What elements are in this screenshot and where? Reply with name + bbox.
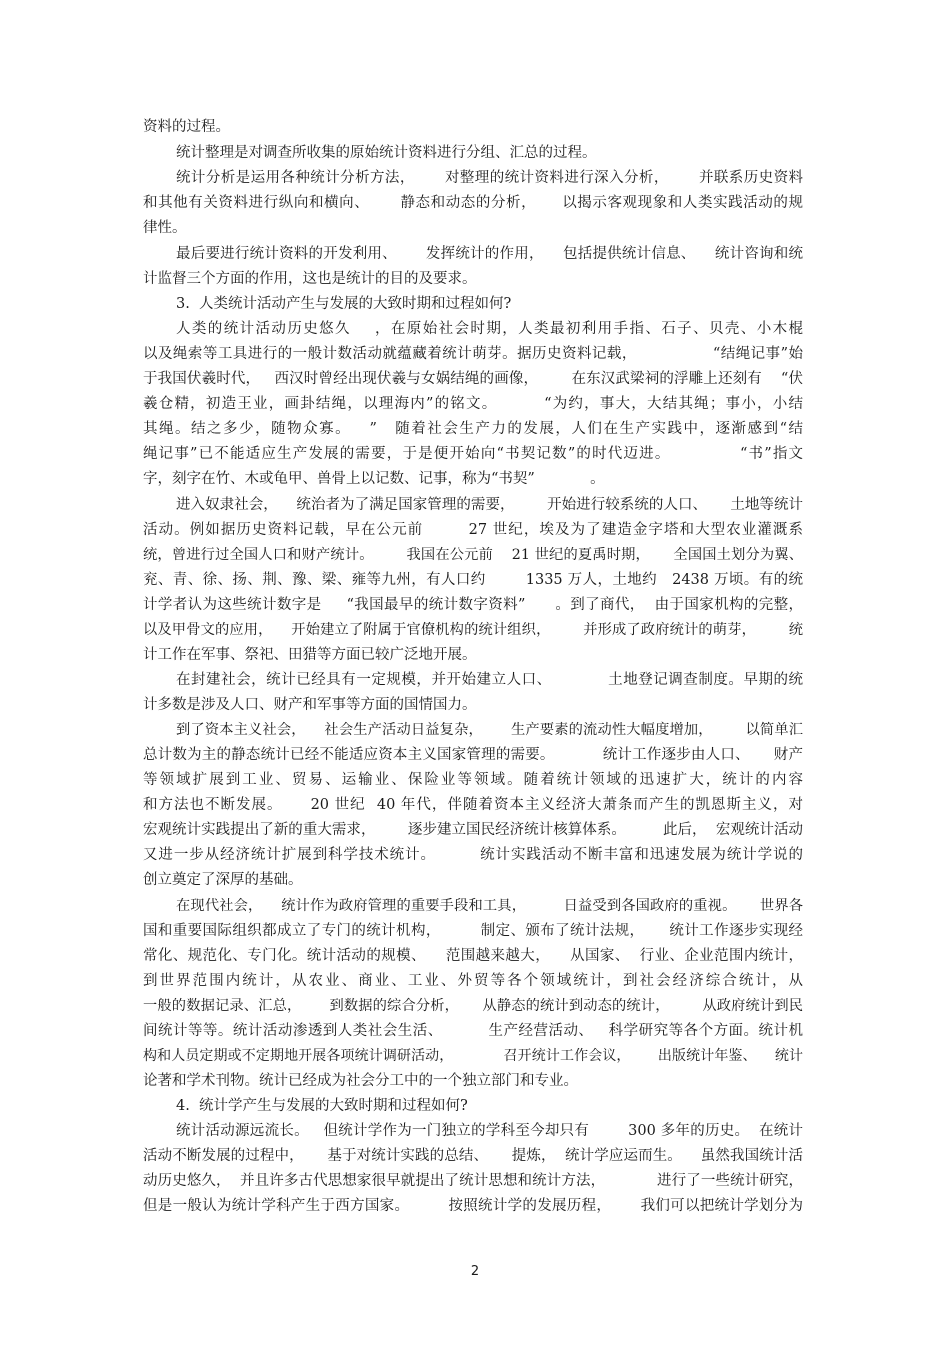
text-line: 计多数是涉及人口、财产和军事等方面的国情国力。 xyxy=(143,697,477,713)
text-line: 活动不断发展的过程中， 基于对统计实践的总结、 提炼， 统计学应运而生。 虽然我国统计活 xyxy=(143,1148,803,1164)
text-line: 其绳。结之多少，随物众寡。 ” 随着社会生产力的发展，人们在生产实践中，逐渐感到“结 xyxy=(143,421,803,437)
text-line: 到了资本主义社会， 社会生产活动日益复杂， 生产要素的流动性大幅度增加， 以简单汇 xyxy=(176,722,803,738)
text-line: 最后要进行统计资料的开发利用、 发挥统计的作用， 包括提供统计信息、 统计咨询和统 xyxy=(176,246,803,262)
text-line: 动历史悠久， 并且许多古代思想家很早就提出了统计思想和统计方法， 进行了一些统计研究， xyxy=(143,1173,803,1189)
text-line: 进入奴隶社会， 统治者为了满足国家管理的需要， 开始进行较系统的人口、 土地等统计 xyxy=(176,497,803,513)
text-line: 宏观统计实践提出了新的重大需求， 逐步建立国民经济统计核算体系。 此后， 宏观统计活动 xyxy=(143,822,803,838)
section-heading: 4. 统计学产生与发展的大致时期和过程如何? xyxy=(176,1098,468,1114)
text-line: 但是一般认为统计学科产生于西方国家。 按照统计学的发展历程， 我们可以把统计学划分为 xyxy=(143,1198,803,1214)
text-line: 在现代社会， 统计作为政府管理的重要手段和工具， 日益受到各国政府的重视。 世界各 xyxy=(176,898,803,914)
text-line: 活动。例如据历史资料记载，早在公元前 27 世纪，埃及为了建造金字塔和大型农业灌溉系 xyxy=(143,522,803,538)
text-line: 人类的统计活动历史悠久 ，在原始社会时期，人类最初利用手指、石子、贝壳、小木棍 xyxy=(176,321,803,337)
text-line: 统计分析是运用各种统计分析方法， 对整理的统计资料进行深入分析， 并联系历史资料 xyxy=(176,170,803,186)
text-line: 以及绳索等工具进行的一般计数活动就蕴藏着统计萌芽。据历史资料记载， “结绳记事”始 xyxy=(143,346,803,362)
text-line: 和方法也不断发展。 20 世纪 40 年代，伴随着资本主义经济大萧条而产生的凯恩斯主义，对 xyxy=(143,797,803,813)
text-line: 羲仓精，初造王业，画卦结绳，以理海内”的铭文。 “为约，事大，大结其绳；事小，小结 xyxy=(143,396,803,412)
page-number: 2 xyxy=(470,1264,480,1279)
text-line: 统，曾进行过全国人口和财产统计。 我国在公元前 21 世纪的夏禹时期， 全国国土划分为翼、 xyxy=(143,547,803,563)
text-line: 国和重要国际组织都成立了专门的统计机构， 制定、颁布了统计法规， 统计工作逐步实现经 xyxy=(143,923,803,939)
text-line: 构和人员定期或不定期地开展各项统计调研活动， 召开统计工作会议， 出版统计年鉴、 统计 xyxy=(143,1048,803,1064)
text-line: 创立奠定了深厚的基础。 xyxy=(143,872,303,888)
text-line: 总计数为主的静态统计已经不能适应资本主义国家管理的需要。 统计工作逐步由人口、 财产 xyxy=(143,747,803,763)
text-line: 以及甲骨文的应用， 开始建立了附属于官僚机构的统计组织， 并形成了政府统计的萌芽， 统 xyxy=(143,622,803,638)
text-line: 资料的过程。 xyxy=(143,119,230,135)
text-line: 论著和学术刊物。统计已经成为社会分工中的一个独立部门和专业。 xyxy=(143,1073,578,1089)
text-line: 统计整理是对调查所收集的原始统计资料进行分组、汇总的过程。 xyxy=(176,145,597,161)
text-line: 兖、青、徐、扬、荆、豫、梁、雍等九州，有人口约 1335 万人，土地约 2438 万顷。有的统 xyxy=(143,572,803,588)
text-line: 和其他有关资料进行纵向和横向、 静态和动态的分析， 以揭示客观现象和人类实践活动的规 xyxy=(143,195,803,211)
text-line: 等领域扩展到工业、贸易、运输业、保险业等领域。随着统计领域的迅速扩大，统计的内容 xyxy=(143,772,803,788)
text-line: 间统计等等。统计活动渗透到人类社会生活、 生产经营活动、 科学研究等各个方面。统计机 xyxy=(143,1023,803,1039)
text-line: 又进一步从经济统计扩展到科学技术统计。 统计实践活动不断丰富和迅速发展为统计学说的 xyxy=(143,847,803,863)
text-line: 统计活动源远流长。 但统计学作为一门独立的学科至今却只有 300 多年的历史。 在统计 xyxy=(176,1123,803,1139)
text-line: 在封建社会，统计已经具有一定规模，并开始建立人口、 土地登记调查制度。早期的统 xyxy=(176,672,803,688)
text-line: 字，刻字在竹、木或龟甲、兽骨上以记数、记事，称为“书契” 。 xyxy=(143,471,605,487)
text-line: 计学者认为这些统计数字是 “我国最早的统计数字资料” 。到了商代， 由于国家机构的完整， xyxy=(143,597,803,613)
text-line: 于我国伏羲时代， 西汉时曾经出现伏羲与女娲结绳的画像， 在东汉武梁祠的浮雕上还刻有 “伏 xyxy=(143,371,803,387)
text-line: 一般的数据记录、汇总， 到数据的综合分析， 从静态的统计到动态的统计， 从政府统计到民 xyxy=(143,998,803,1014)
section-heading: 3. 人类统计活动产生与发展的大致时期和过程如何? xyxy=(176,296,512,312)
text-line: 绳记事”已不能适应生产发展的需要，于是便开始向“书契记数”的时代迈进。 “书”指文 xyxy=(143,446,803,462)
text-line: 到世界范围内统计，从农业、商业、工业、外贸等各个领域统计，到社会经济综合统计，从 xyxy=(143,973,803,989)
text-line: 计监督三个方面的作用，这也是统计的目的及要求。 xyxy=(143,271,477,287)
text-line: 律性。 xyxy=(143,220,187,236)
text-line: 计工作在军事、祭祀、田猎等方面已较广泛地开展。 xyxy=(143,647,477,663)
text-line: 常化、规范化、专门化。统计活动的规模、 范围越来越大， 从国家、 行业、企业范围内统计， xyxy=(143,948,803,964)
